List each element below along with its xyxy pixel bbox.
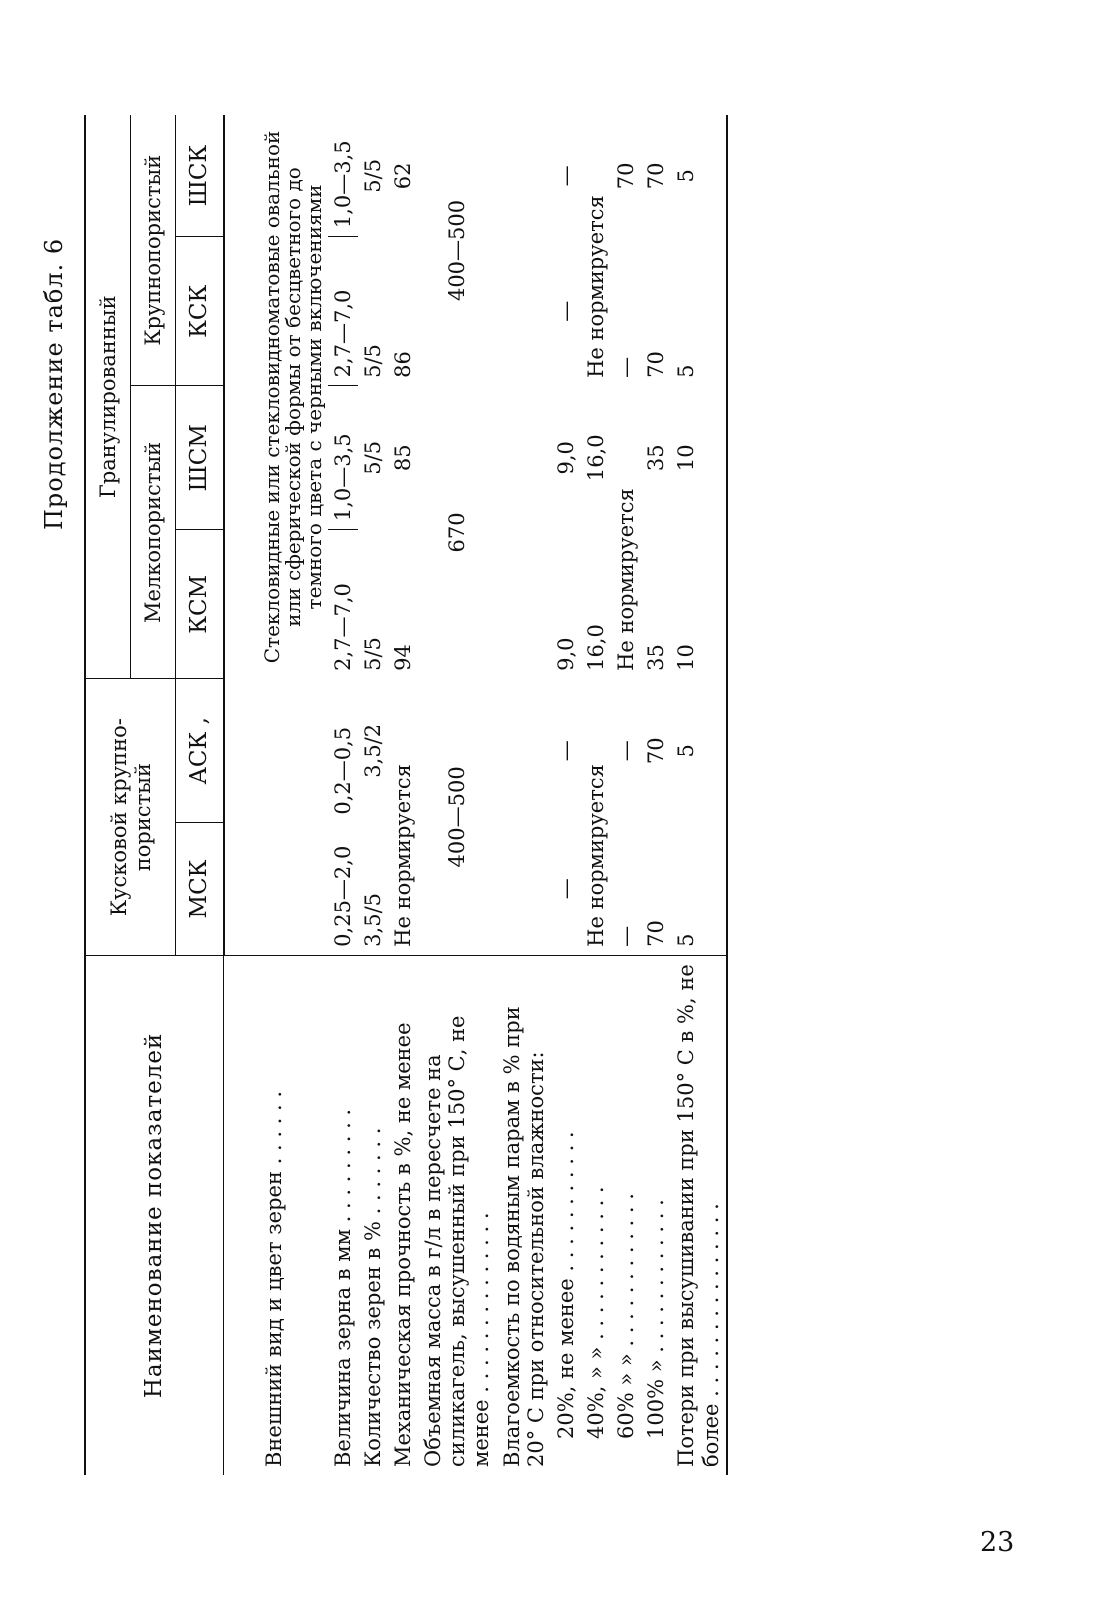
table-row: [388, 115, 418, 1475]
cell: 3,5/2: [360, 723, 385, 778]
cell: 70: [644, 351, 669, 378]
row-label: Потери при высушивании при 150° С в %, не более . . . . . . . . . . . . . . .: [671, 955, 726, 1475]
cell: 0,2—0,5: [330, 726, 355, 815]
header-msk: МСК: [176, 823, 224, 956]
header-row-groups: [85, 115, 131, 1475]
appearance-description: Стекловидные или стекловидноматовые овальной или сферической формы от бесцветного до темного цвета с черными включениями: [259, 130, 326, 664]
cell: Не нормируется: [391, 764, 415, 947]
header-ask: АСК ,: [176, 679, 224, 823]
cell: 10: [674, 644, 699, 671]
table-row: [418, 115, 496, 1475]
cell: 5: [674, 364, 699, 378]
header-granular: Гранулированный: [85, 115, 131, 679]
row-label: Внешний вид и цвет зерен . . . . . .: [259, 955, 328, 1475]
cell: Не нормируется: [583, 764, 608, 947]
table-row: [497, 115, 551, 1475]
cell: 400—500: [445, 766, 470, 868]
cell: 85: [391, 444, 415, 472]
cell: 16,0: [583, 624, 608, 671]
cell: Не нормируется: [614, 488, 639, 671]
cell: 670: [445, 512, 470, 553]
table-caption: Продолжение табл. 6: [40, 237, 68, 530]
row-label: Величина зерна в мм . . . . . . . . .: [328, 955, 358, 1475]
header-shsm: ШСМ: [176, 386, 224, 530]
cell: Не нормируется: [583, 195, 608, 378]
cell: 5: [674, 744, 699, 758]
cell: 16,0: [583, 434, 608, 482]
cell: —: [614, 356, 639, 378]
cell: 35: [644, 444, 669, 472]
cell: 5/5: [360, 440, 385, 475]
header-ksk: КСК: [176, 237, 224, 386]
header-shsk: ШСК: [176, 115, 224, 237]
row-label: Влагоемкость по водяным парам в % при 20° С при относительной влажности:: [497, 955, 551, 1475]
cell: 2,7—7,0: [330, 583, 355, 671]
row-label: 100% » . . . . . . . . . . . .: [641, 955, 671, 1475]
page-number: 23: [980, 1527, 1015, 1558]
header-fine: Мелкопористый: [131, 386, 176, 679]
header-ksm: КСМ: [176, 530, 224, 679]
cell: —: [553, 165, 578, 187]
header-coarse: Крупнопористый: [131, 115, 176, 386]
table-row: [551, 115, 581, 1475]
table-row: [671, 115, 726, 1475]
cell: 3,5/5: [360, 892, 385, 947]
table-row: [581, 115, 611, 1475]
table-row: [328, 115, 358, 1475]
header-name: Наименование показателей: [85, 955, 224, 1475]
cell: 5: [674, 169, 699, 183]
cell: —: [614, 925, 639, 947]
cell: 62: [391, 162, 415, 190]
header-lump: Кусковой крупно-пористый: [85, 679, 176, 955]
cell: 70: [614, 162, 639, 190]
cell: —: [553, 878, 578, 900]
row-label: 20%, не менее . . . . . . . . . . .: [551, 955, 581, 1475]
row-label: Объемная масса в г/л в пересчете на силикагель, высушенный при 150° С, не менее . . . . . . . . . . . . . .: [418, 955, 496, 1475]
cell: 86: [391, 351, 415, 378]
table-row: [611, 115, 641, 1475]
table-row: [259, 115, 328, 1475]
table-row: [358, 115, 388, 1475]
cell: 70: [644, 920, 669, 947]
cell: 0,25—2,0: [330, 845, 355, 947]
cell: 5: [674, 933, 699, 947]
row-label: Количество зерен в % . . . . . . .: [358, 955, 388, 1475]
cell: 9,0: [553, 441, 578, 475]
cell: —: [553, 740, 578, 762]
cell: 94: [391, 644, 415, 671]
cell: —: [553, 300, 578, 322]
cell: 400—500: [445, 199, 470, 302]
cell: 1,0—3,5: [328, 115, 358, 237]
cell: 35: [644, 644, 669, 671]
cell: —: [614, 740, 639, 762]
row-label: Механическая прочность в %, не менее: [388, 955, 418, 1475]
cell: 5/5: [360, 344, 385, 378]
cell: 10: [674, 444, 699, 472]
cell: 9,0: [553, 637, 578, 671]
cell: 70: [644, 162, 669, 190]
cell: 70: [644, 737, 669, 765]
cell: 5/5: [360, 637, 385, 671]
row-label: 40%, » » . . . . . . . . . . . .: [581, 955, 611, 1475]
cell: 5/5: [360, 158, 385, 193]
table-row: [641, 115, 671, 1475]
cell: 1,0—3,5: [328, 386, 358, 530]
row-label: 60% » » . . . . . . . . . . . .: [611, 955, 641, 1475]
specs-table: [84, 115, 728, 1475]
cell: 2,7—7,0: [328, 237, 358, 386]
